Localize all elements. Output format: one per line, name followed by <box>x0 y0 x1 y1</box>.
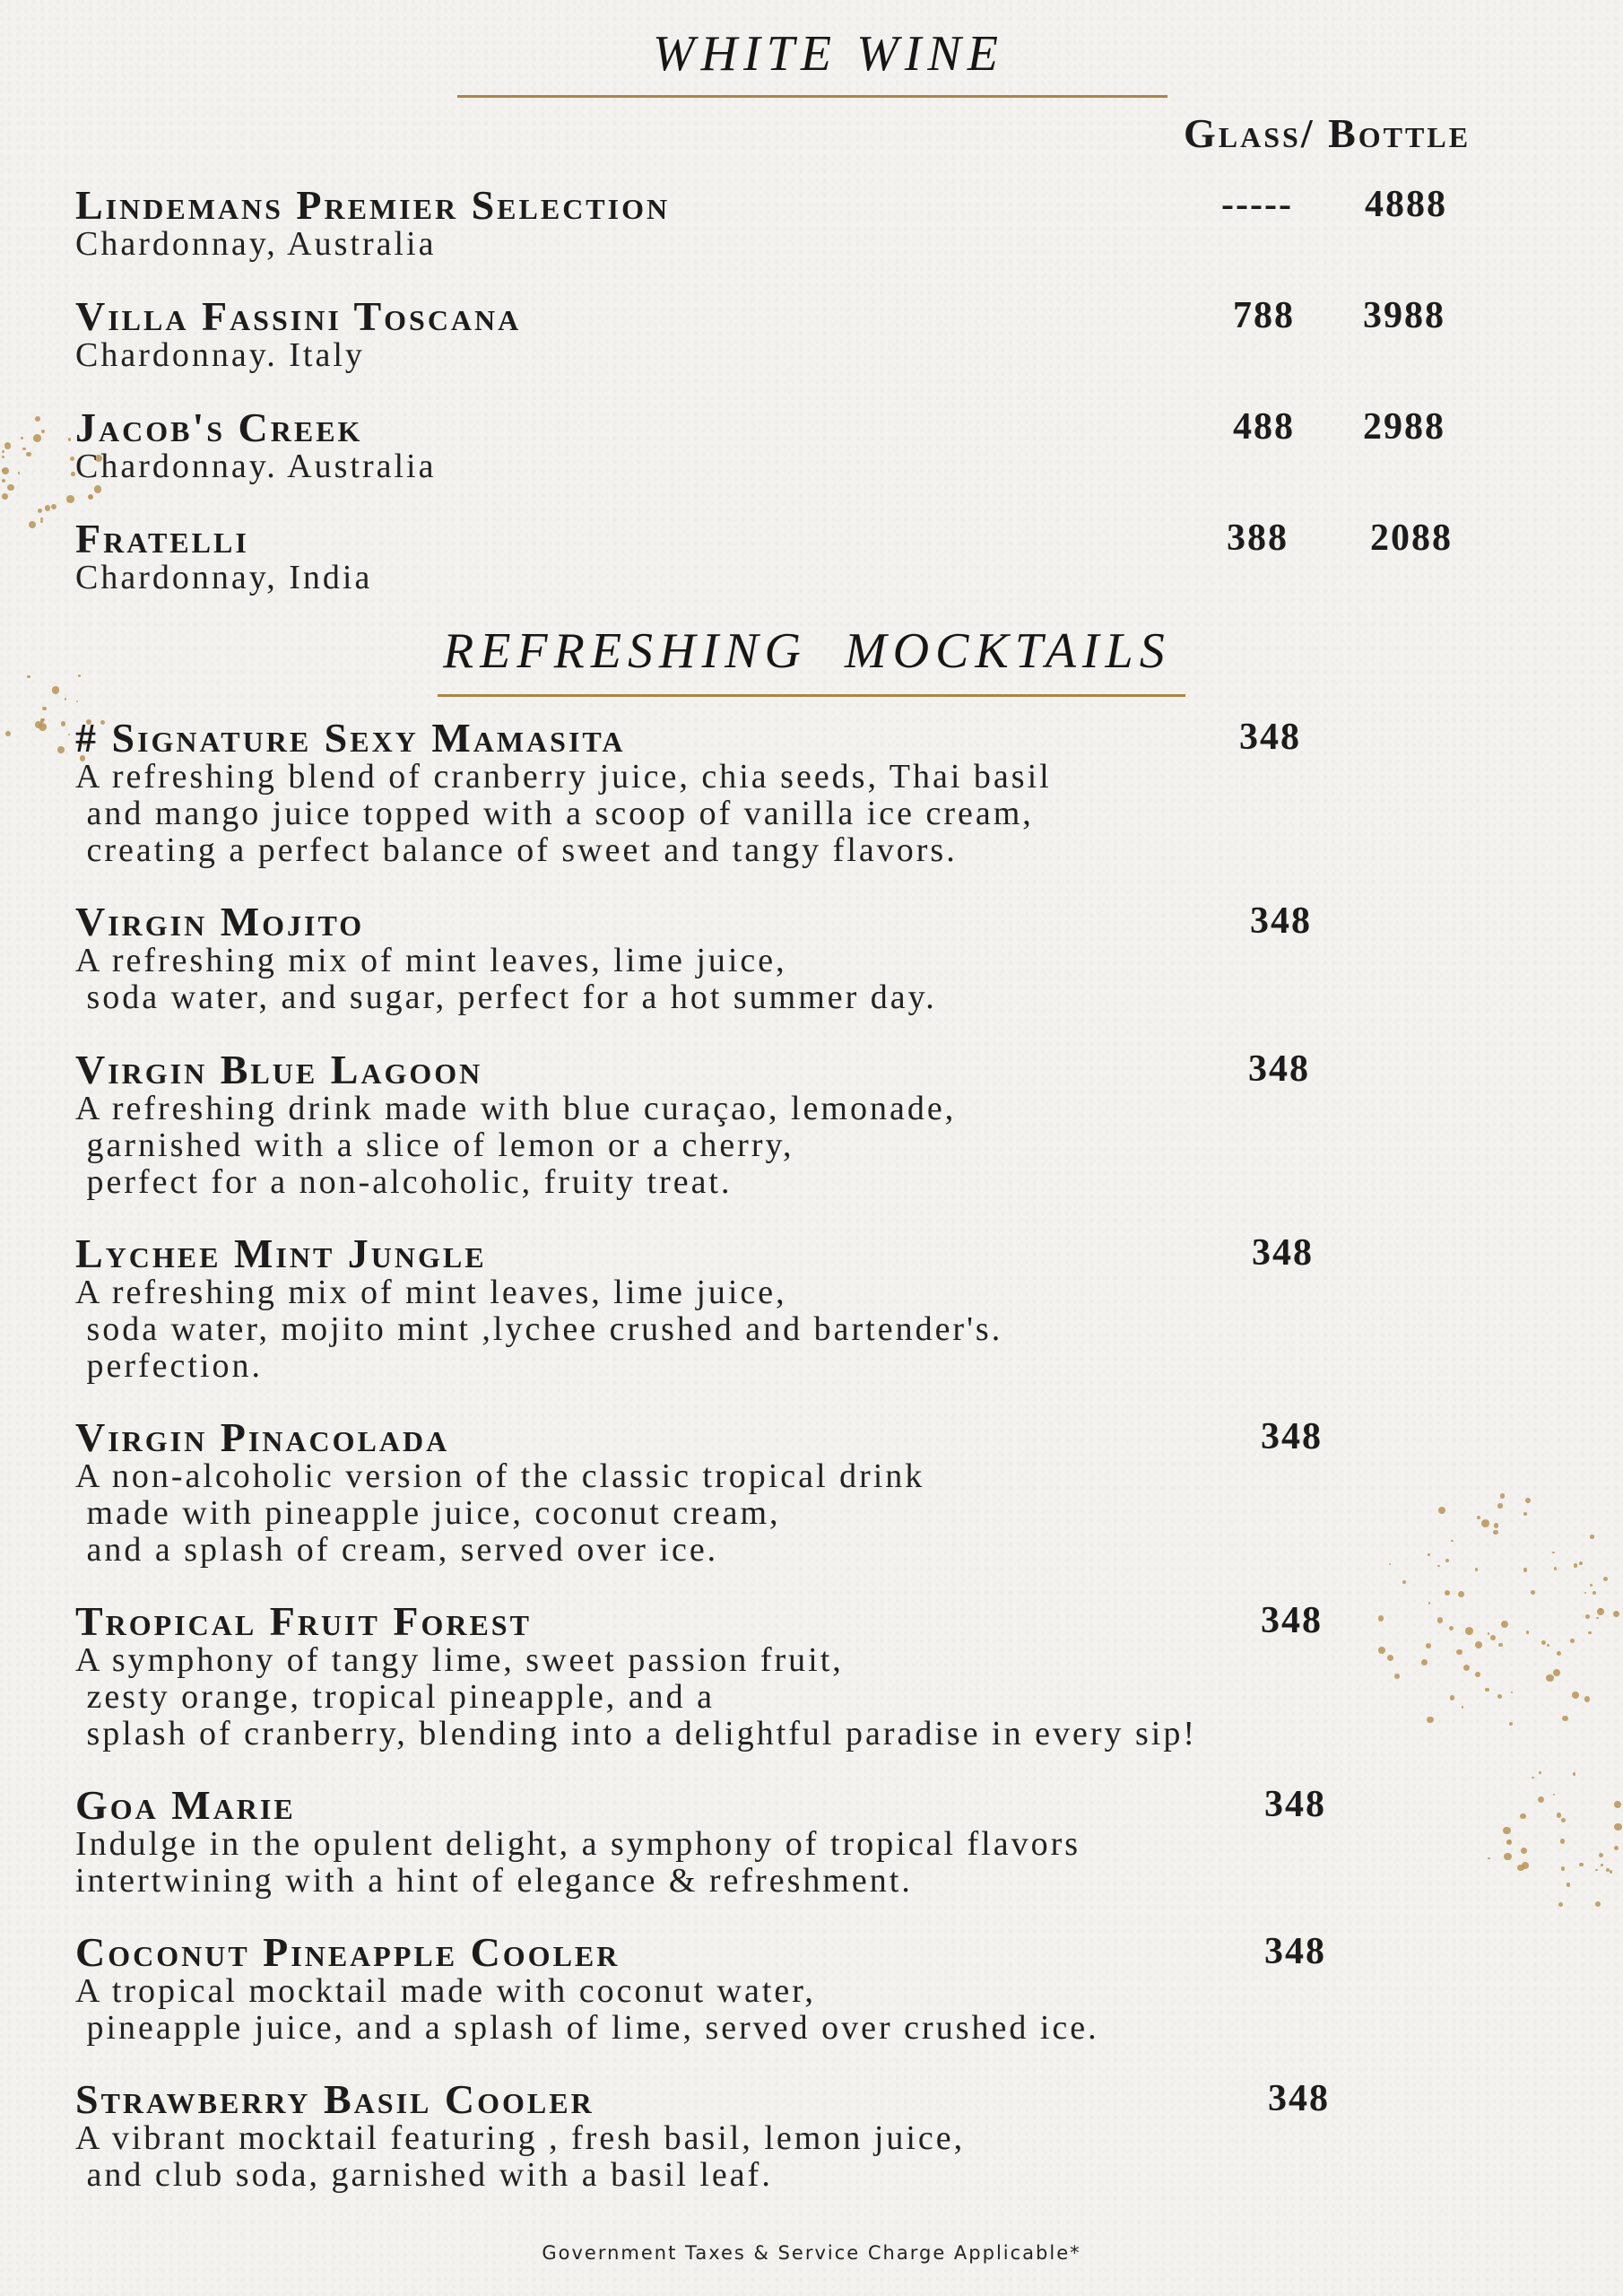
gold-speck <box>1494 1523 1499 1528</box>
gold-speck <box>1465 1627 1473 1635</box>
mocktail-item <box>75 1049 956 1201</box>
mocktail-price: 348 <box>1264 1931 1326 1972</box>
gold-speck <box>1462 1706 1463 1708</box>
gold-speck <box>1488 1857 1490 1860</box>
gold-speck <box>1477 1516 1480 1519</box>
gold-speck <box>1596 1617 1599 1620</box>
gold-speck <box>1553 1669 1560 1676</box>
gold-speck <box>66 495 74 503</box>
wine-desc: Chardonnay, India <box>75 559 373 596</box>
gold-speck <box>21 437 23 439</box>
gold-speck <box>1593 1591 1596 1595</box>
mocktail-item <box>75 1414 925 1569</box>
gold-speck <box>1450 1695 1455 1700</box>
gold-speck <box>1526 1631 1529 1633</box>
gold-speck <box>1451 1540 1454 1543</box>
gold-speck <box>61 721 66 726</box>
white-wine-rule <box>457 95 1167 98</box>
gold-speck <box>1523 1568 1527 1571</box>
gold-speck <box>2 479 5 483</box>
gold-speck <box>1521 1848 1527 1854</box>
mocktail-name: # Signature Sexy Mamasita <box>75 715 626 761</box>
wine-bottle-price: 2088 <box>1370 517 1453 559</box>
gold-speck <box>1498 1643 1502 1647</box>
gold-speck <box>1437 1617 1443 1622</box>
wine-bottle-price: 3988 <box>1363 295 1445 336</box>
gold-speck <box>1503 1827 1511 1835</box>
gold-speck <box>1601 1864 1603 1866</box>
gold-speck <box>1531 1590 1535 1595</box>
gold-speck <box>33 434 41 442</box>
gold-speck <box>1402 1580 1407 1585</box>
mocktail-desc: A refreshing mix of mint leaves, lime juice, soda water, and sugar, perfect for a hot summer day. <box>75 942 937 1016</box>
gold-speck <box>1574 1563 1578 1568</box>
mocktail-price: 348 <box>1261 1416 1323 1457</box>
gold-speck <box>1497 1694 1503 1700</box>
mocktails-rule <box>438 694 1185 697</box>
gold-speck <box>2 450 4 453</box>
gold-speck <box>1546 1674 1553 1682</box>
gold-speck <box>1485 1688 1488 1692</box>
white-wine-heading: WHITE WINE <box>653 26 1004 82</box>
gold-speck <box>1427 1717 1434 1724</box>
gold-speck <box>41 430 45 433</box>
gold-speck <box>1557 1651 1561 1656</box>
gold-speck <box>89 495 92 499</box>
mocktail-price: 348 <box>1248 1048 1310 1090</box>
gold-speck <box>1595 1869 1598 1872</box>
wine-name: Fratelli <box>75 516 249 561</box>
gold-speck <box>1561 1818 1566 1822</box>
gold-speck <box>1517 1865 1524 1872</box>
gold-speck <box>1585 1614 1590 1619</box>
gold-speck <box>68 734 70 735</box>
wine-glass-price: ----- <box>1221 184 1293 225</box>
mocktail-price: 348 <box>1252 1232 1314 1274</box>
wine-glass-price: 388 <box>1227 517 1289 559</box>
wine-bottle-price: 2988 <box>1363 406 1445 448</box>
gold-speck <box>1501 1621 1508 1628</box>
mocktail-price: 348 <box>1239 717 1301 758</box>
gold-speck <box>1428 1602 1430 1604</box>
gold-speck <box>1554 1567 1558 1570</box>
gold-speck <box>1445 1559 1449 1562</box>
mocktail-item <box>75 2076 966 2194</box>
gold-speck <box>1509 1722 1513 1726</box>
mocktail-desc: A non-alcoholic version of the classic tropical drink made with pineapple juice, coconut cream, and a splash of cream, served over ice. <box>75 1457 925 1569</box>
gold-speck <box>1567 1883 1571 1887</box>
wine-glass-price: 788 <box>1233 295 1295 336</box>
gold-speck <box>57 746 65 753</box>
wine-bottle-price: 4888 <box>1365 184 1447 225</box>
gold-speck <box>1378 1615 1384 1622</box>
gold-speck <box>18 472 20 474</box>
mocktail-name: Goa Marie <box>75 1782 296 1828</box>
gold-speck <box>1421 1659 1428 1665</box>
gold-speck <box>1481 1519 1489 1527</box>
gold-speck <box>1389 1563 1391 1565</box>
gold-speck <box>1590 1535 1594 1539</box>
mocktail-name: Virgin Mojito <box>75 899 365 944</box>
gold-speck <box>40 718 44 722</box>
mocktail-price: 348 <box>1268 2078 1330 2119</box>
wine-desc: Chardonnay. Italy <box>75 336 365 374</box>
gold-speck <box>35 416 40 422</box>
gold-speck <box>1610 1870 1613 1874</box>
gold-speck <box>1438 1507 1445 1514</box>
gold-speck <box>5 731 11 736</box>
gold-speck <box>1590 1584 1593 1587</box>
gold-speck <box>1475 1568 1478 1570</box>
gold-speck <box>38 509 43 514</box>
gold-speck <box>1497 1503 1503 1509</box>
gold-speck <box>1558 1902 1563 1907</box>
mocktail-price: 348 <box>1261 1600 1323 1641</box>
gold-speck <box>1562 1716 1567 1721</box>
mocktail-desc: A refreshing mix of mint leaves, lime juice, soda water, mojito mint ,lychee crushed and bartender's. perfection. <box>75 1274 1003 1385</box>
wine-item <box>75 182 671 263</box>
gold-speck <box>1490 1635 1496 1640</box>
gold-speck <box>1449 1626 1454 1631</box>
mocktail-name: Virgin Blue Lagoon <box>75 1047 483 1092</box>
gold-speck <box>1579 1863 1583 1866</box>
gold-speck <box>70 457 74 461</box>
mocktail-desc: A tropical mocktail made with coconut water, pineapple juice, and a splash of lime, served over crushed ice. <box>75 1972 1099 2047</box>
gold-speck <box>1541 1640 1546 1645</box>
gold-speck <box>94 485 102 493</box>
mocktail-name: Lychee Mint Jungle <box>75 1231 487 1276</box>
gold-speck <box>1532 1777 1533 1779</box>
gold-speck <box>1573 1772 1575 1775</box>
gold-speck <box>2 456 4 458</box>
gold-speck <box>1560 1839 1565 1843</box>
gold-speck <box>1378 1647 1385 1654</box>
wine-item <box>75 404 437 485</box>
gold-speck <box>1599 1608 1601 1611</box>
gold-speck <box>1488 1632 1489 1634</box>
gold-speck <box>1523 1512 1527 1516</box>
gold-speck <box>1538 1796 1544 1803</box>
gold-speck <box>1588 1631 1592 1635</box>
gold-speck <box>26 452 30 457</box>
wine-name: Jacob's Creek <box>75 404 363 450</box>
glass-bottle-header: Glass/ Bottle <box>1184 110 1471 156</box>
gold-speck <box>1613 1611 1619 1617</box>
gold-speck <box>7 484 13 491</box>
mocktail-desc: A symphony of tangy lime, sweet passion fruit, zesty orange, tropical pineapple, and a splash of cranberry, blending into a delightful paradise in every sip! <box>75 1641 1198 1752</box>
mocktail-name: Coconut Pineapple Cooler <box>75 1929 621 1975</box>
gold-speck <box>1614 1801 1621 1808</box>
mocktail-item <box>75 1782 1081 1900</box>
gold-speck <box>1614 1846 1619 1850</box>
gold-speck <box>1553 1794 1555 1796</box>
gold-speck <box>1599 1853 1603 1857</box>
mocktail-item <box>75 901 937 1016</box>
mocktail-desc: A refreshing drink made with blue curaçao, lemonade, garnished with a slice of lemon or a cherry, perfect for a non-alcoholic, fruity treat. <box>75 1090 957 1201</box>
gold-speck <box>42 707 47 711</box>
mocktail-item <box>75 1929 1099 2047</box>
gold-speck <box>1561 1866 1565 1870</box>
gold-speck <box>27 675 30 679</box>
gold-speck <box>68 438 72 441</box>
gold-speck <box>1595 1901 1601 1907</box>
mocktails-heading: REFRESHING MOCKTAILS <box>443 623 1171 679</box>
gold-speck <box>1547 1644 1549 1647</box>
wine-item <box>75 518 372 596</box>
mocktail-item <box>75 715 1052 869</box>
wine-name: Lindemans Premier Selection <box>75 182 671 228</box>
mocktail-name: Tropical Fruit Forest <box>75 1598 532 1644</box>
gold-speck <box>29 521 36 528</box>
mocktail-desc: Indulge in the opulent delight, a symphony of tropical flavors intertwining with a hint of elegance & refreshment. <box>75 1825 1081 1900</box>
gold-speck <box>45 505 51 511</box>
gold-speck <box>1520 1813 1525 1819</box>
mocktail-price: 348 <box>1250 900 1312 942</box>
gold-speck <box>78 674 81 677</box>
mocktail-name: Virgin Pinacolada <box>75 1414 450 1460</box>
wine-desc: Chardonnay. Australia <box>75 448 437 485</box>
gold-speck <box>1570 1639 1575 1643</box>
gold-speck <box>1539 1771 1541 1774</box>
mocktail-desc: A refreshing blend of cranberry juice, chia seeds, Thai basil and mango juice topped with a scoop of vanilla ice cream, creating a perfect balance of sweet and tangy flavors. <box>75 758 1052 869</box>
gold-speck <box>1584 1696 1591 1702</box>
gold-speck <box>1614 1823 1622 1831</box>
gold-speck <box>1557 1813 1561 1817</box>
gold-speck <box>76 700 78 702</box>
gold-speck <box>22 448 26 451</box>
footer-note: Government Taxes & Service Charge Applicable* <box>542 2242 1081 2264</box>
gold-speck <box>1456 1649 1462 1656</box>
gold-speck <box>1500 1493 1505 1498</box>
wine-glass-price: 488 <box>1233 406 1295 448</box>
gold-speck <box>1394 1674 1400 1679</box>
gold-speck <box>1445 1590 1450 1596</box>
gold-speck <box>1426 1643 1431 1648</box>
gold-speck <box>1572 1692 1579 1699</box>
gold-speck <box>1511 1692 1513 1693</box>
gold-speck <box>1584 1592 1586 1594</box>
mocktail-desc: A vibrant mocktail featuring , fresh basil, lemon juice, and club soda, garnished with a basil leaf. <box>75 2119 966 2194</box>
wine-item <box>75 293 522 374</box>
gold-speck <box>1493 1530 1498 1535</box>
gold-speck <box>2 493 8 500</box>
gold-speck <box>1475 1672 1480 1677</box>
mocktail-name: Strawberry Basil Cooler <box>75 2076 595 2122</box>
gold-speck <box>1437 1565 1440 1568</box>
gold-speck <box>1579 1561 1584 1566</box>
gold-speck <box>4 442 11 448</box>
mocktail-item <box>75 1598 1198 1752</box>
gold-speck <box>40 520 43 523</box>
gold-speck <box>51 504 56 509</box>
gold-speck <box>1428 1553 1429 1555</box>
gold-speck <box>1387 1655 1393 1661</box>
mocktail-price: 348 <box>1264 1784 1326 1825</box>
gold-speck <box>1504 1853 1511 1860</box>
gold-speck <box>52 686 60 694</box>
mocktail-item <box>75 1233 1002 1385</box>
gold-speck <box>1458 1591 1464 1597</box>
gold-speck <box>1506 1839 1512 1845</box>
wine-desc: Chardonnay, Australia <box>75 225 437 263</box>
gold-speck <box>65 698 66 700</box>
wine-name: Villa Fassini Toscana <box>75 293 522 339</box>
gold-speck <box>1603 1577 1608 1581</box>
gold-speck <box>1475 1641 1482 1648</box>
gold-speck <box>1525 1498 1531 1503</box>
gold-speck <box>1552 1552 1555 1554</box>
gold-speck <box>2 467 9 474</box>
gold-speck <box>1463 1665 1470 1671</box>
